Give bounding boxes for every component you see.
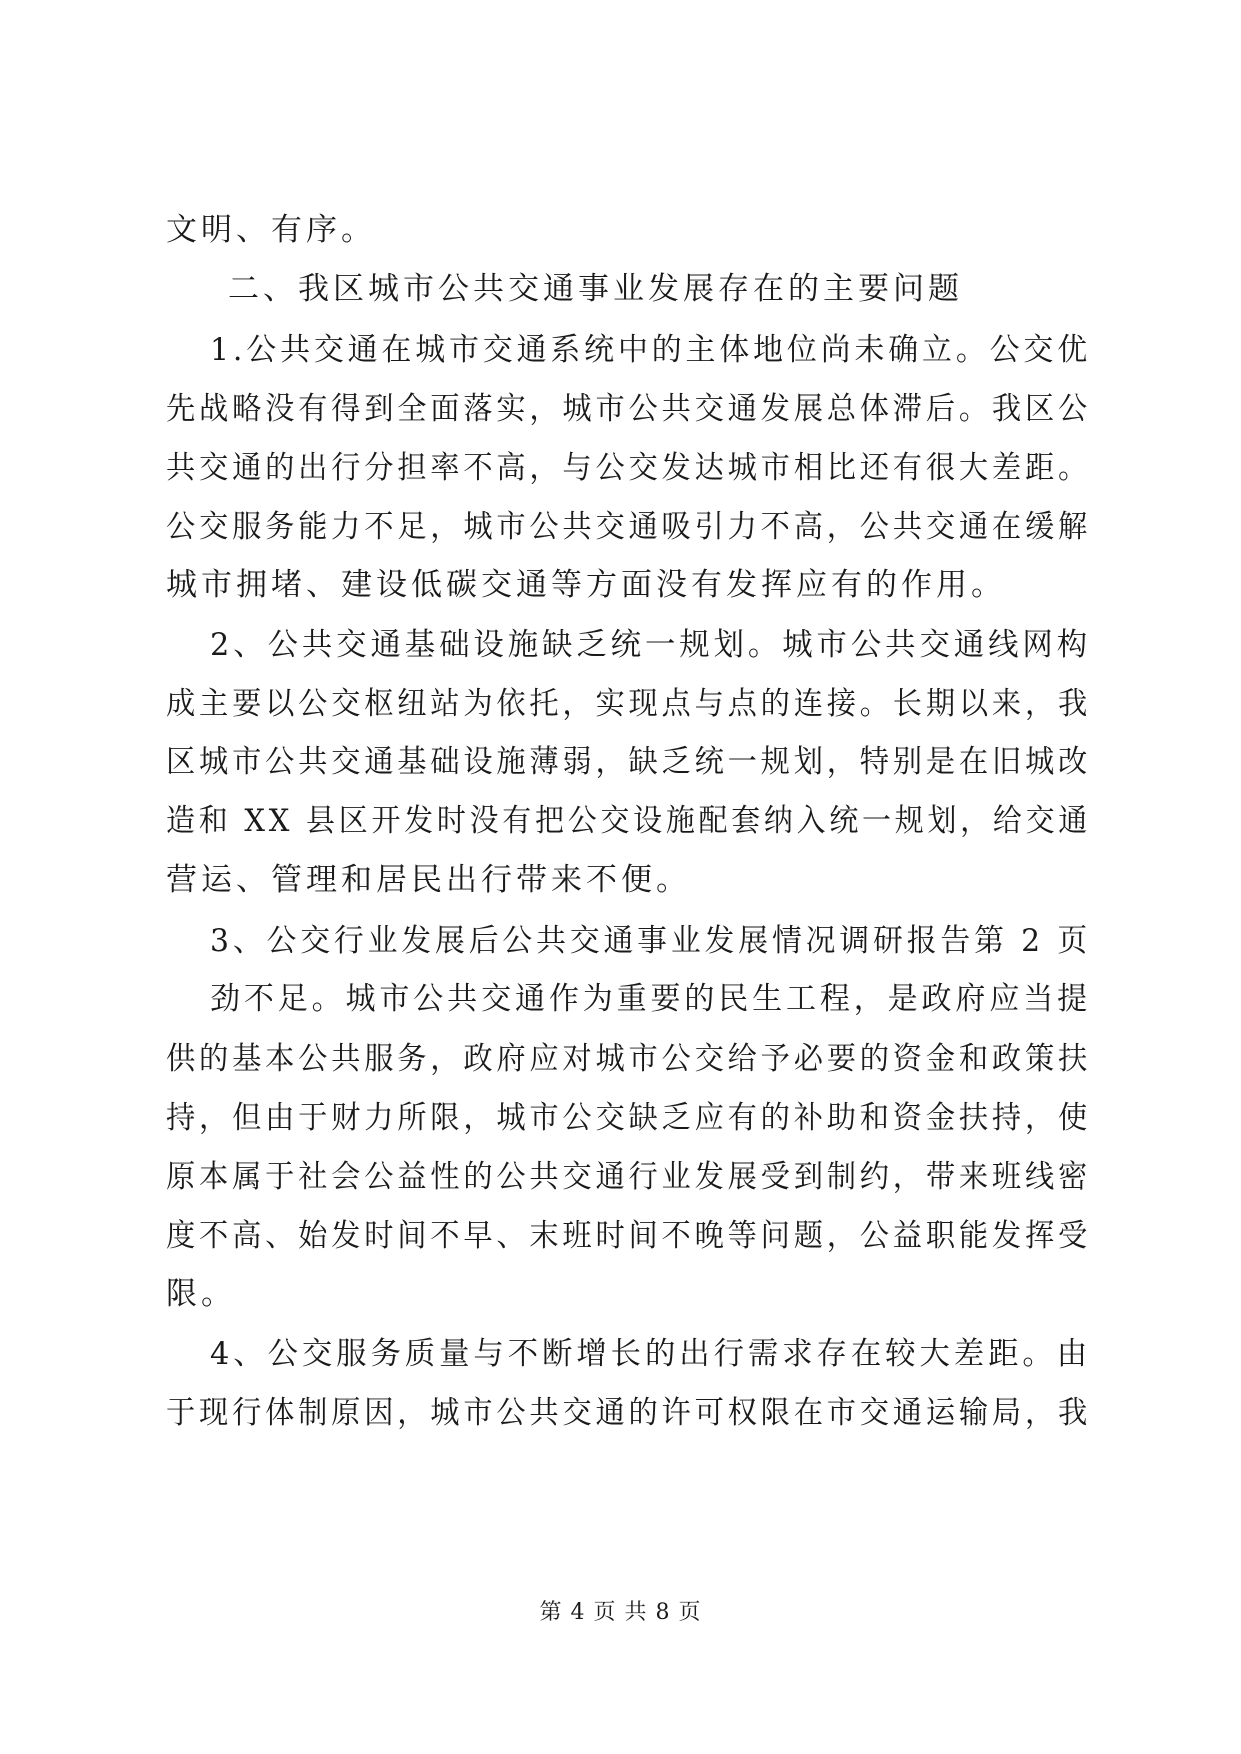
text-line: 3、公交行业发展后公共交通事业发展情况调研报告第 2 页 — [210, 923, 1092, 959]
text-line: 先战略没有得到全面落实，城市公共交通发展总体滞后。我区公 — [166, 391, 1092, 427]
page-number-footer: 第 4 页 共 8 页 — [539, 1600, 702, 1625]
text-line: 持，但由于财力所限，城市公交缺乏应有的补助和资金扶持，使 — [166, 1100, 1092, 1136]
text-line: 公交服务能力不足，城市公共交通吸引力不高，公共交通在缓解 — [166, 509, 1092, 545]
text-line: 共交通的出行分担率不高，与公交发达城市相比还有很大差距。 — [166, 450, 1092, 486]
text-line: 区城市公共交通基础设施薄弱，缺乏统一规划，特别是在旧城改 — [166, 744, 1092, 780]
text-line: 城市拥堵、建设低碳交通等方面没有发挥应有的作用。 — [166, 567, 1006, 603]
section-heading: 二、我区城市公共交通事业发展存在的主要问题 — [228, 271, 963, 307]
text-line: 限。 — [166, 1276, 236, 1312]
text-line: 劲不足。城市公共交通作为重要的民生工程，是政府应当提 — [210, 981, 1091, 1017]
text-line: 2、公共交通基础设施缺乏统一规划。城市公共交通线网构 — [210, 627, 1092, 663]
text-line: 原本属于社会公益性的公共交通行业发展受到制约，带来班线密 — [166, 1159, 1092, 1195]
text-line: 文明、有序。 — [166, 212, 376, 248]
text-line: 4、公交服务质量与不断增长的出行需求存在较大差距。由 — [210, 1336, 1092, 1372]
text-line: 造和 XX 县区开发时没有把公交设施配套纳入统一规划，给交通 — [166, 803, 1092, 839]
text-line: 供的基本公共服务，政府应对城市公交给予必要的资金和政策扶 — [166, 1041, 1092, 1077]
text-line: 营运、管理和居民出行带来不便。 — [166, 862, 691, 898]
text-line: 于现行体制原因，城市公共交通的许可权限在市交通运输局，我 — [166, 1395, 1092, 1431]
text-line: 度不高、始发时间不早、末班时间不晚等问题，公益职能发挥受 — [166, 1218, 1092, 1254]
text-line: 1.公共交通在城市交通系统中的主体地位尚未确立。公交优 — [210, 332, 1092, 368]
text-line: 成主要以公交枢纽站为依托，实现点与点的连接。长期以来，我 — [166, 686, 1092, 722]
